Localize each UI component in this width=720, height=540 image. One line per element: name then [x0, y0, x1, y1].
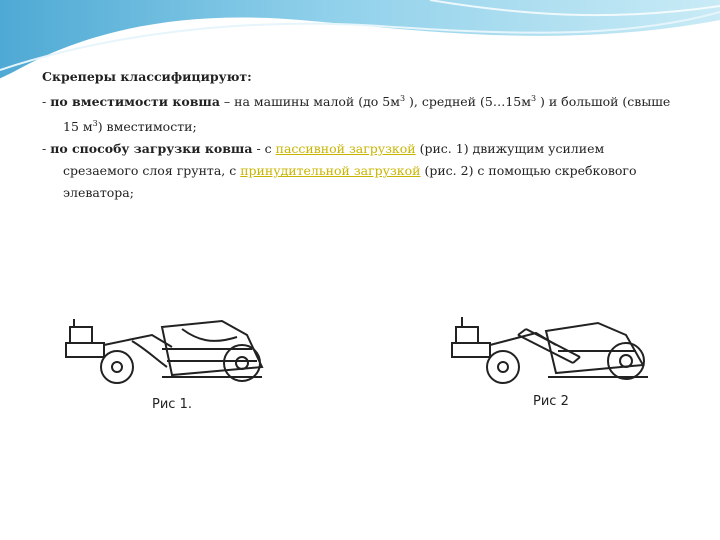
scraper-figure-1	[62, 305, 272, 395]
figure-1-caption: Рис 1.	[152, 397, 192, 412]
passive-loading-link[interactable]: пассивной загрузкой	[275, 141, 416, 157]
slide-heading: Скреперы классифицируют:	[42, 69, 252, 84]
list-item-capacity: - по вместимости ковша – на машины малой (до $5м^3$ ), средней ($5\dots 15м^3$ ) и большой (свыше 15 $м^3$) вместимости;	[42, 94, 671, 135]
list-item-loading: - по способу загрузки ковша - с пассивной загрузкой (рис. 1) движущим усилием срезаемого слоя грунта, с принудительной загрузкой (рис. 2) с помощью скребкового элеватора;	[42, 141, 637, 201]
scraper-figure-2	[448, 305, 658, 395]
list-item-lead: по вместимости ковша	[50, 94, 220, 110]
slide-body	[42, 66, 682, 204]
list-item-lead: по способу загрузки ковша	[50, 141, 253, 157]
forced-loading-link[interactable]: принудительной загрузкой	[240, 163, 421, 179]
figure-2-caption: Рис 2	[533, 394, 569, 409]
